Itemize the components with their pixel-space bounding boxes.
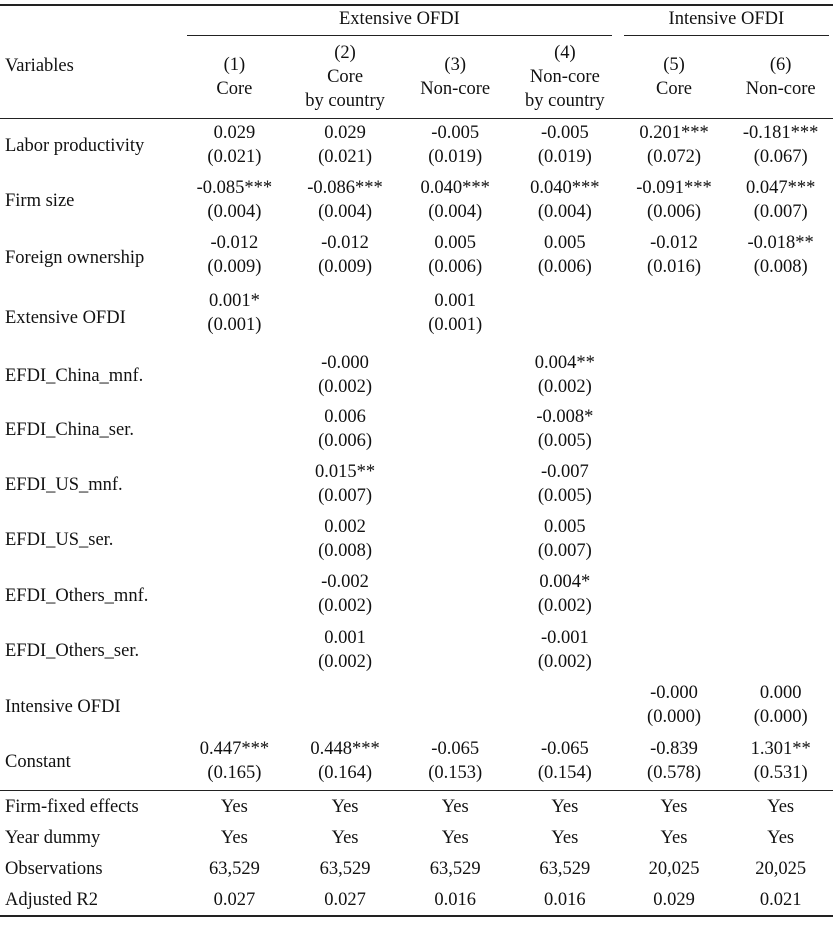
cell	[290, 624, 401, 679]
cell	[728, 735, 833, 791]
stat-value: 63,529	[429, 859, 481, 879]
coefficient: 0.005	[544, 232, 586, 253]
standard-error: (0.153)	[428, 762, 483, 783]
column-header-1	[179, 36, 290, 119]
cell	[620, 458, 729, 513]
stat-value: 0.016	[400, 885, 510, 916]
table-row	[0, 513, 833, 568]
cell	[290, 458, 401, 513]
cell	[620, 287, 729, 349]
cell	[728, 229, 833, 287]
cell	[728, 174, 833, 229]
stat-label: Adjusted R2	[0, 885, 179, 916]
coefficient: 0.040***	[530, 177, 600, 198]
standard-error: (0.002)	[537, 651, 592, 672]
cell	[728, 403, 833, 458]
cell	[728, 349, 833, 403]
cell	[179, 174, 290, 229]
stat-value: Yes	[331, 828, 359, 848]
coefficient: -0.065	[431, 738, 480, 759]
standard-error: (0.006)	[428, 256, 483, 277]
variables-header: Variables	[0, 5, 179, 119]
cell	[290, 513, 401, 568]
column-header-num: (2)	[334, 43, 356, 63]
row-label: EFDI_US_mnf.	[5, 475, 123, 495]
stat-value: Yes	[441, 828, 469, 848]
standard-error: (0.006)	[647, 201, 701, 222]
stat-value: 0.016	[510, 885, 620, 916]
cell	[620, 119, 729, 174]
standard-error: (0.005)	[537, 485, 592, 506]
standard-error: (0.164)	[318, 762, 373, 783]
coefficient: -0.181***	[742, 123, 819, 143]
cell	[179, 458, 290, 513]
cell	[400, 458, 510, 513]
stat-value: 0.027	[179, 885, 290, 916]
table-row	[0, 624, 833, 679]
cell	[400, 513, 510, 568]
cell	[620, 624, 729, 679]
cell	[510, 229, 620, 287]
cell	[510, 458, 620, 513]
table-row	[0, 229, 833, 287]
coefficient: -0.012	[650, 232, 698, 253]
coefficient: 0.447***	[199, 738, 270, 759]
standard-error: (0.009)	[318, 256, 373, 277]
cell	[290, 229, 401, 287]
coefficient: -0.091***	[636, 177, 712, 198]
coefficient: -0.065	[540, 738, 589, 759]
cell	[728, 568, 833, 624]
cell	[179, 119, 290, 174]
cell	[620, 513, 729, 568]
standard-error: (0.001)	[428, 314, 483, 335]
standard-error: (0.002)	[318, 595, 373, 616]
standard-error: (0.002)	[537, 595, 592, 616]
cell	[179, 403, 290, 458]
stat-value: 63,529	[208, 859, 260, 879]
standard-error: (0.021)	[207, 147, 262, 167]
standard-error: (0.008)	[753, 256, 808, 277]
standard-error: (0.016)	[647, 256, 701, 277]
column-header-num: (4)	[554, 43, 576, 63]
cell	[510, 679, 620, 735]
stat-value: Yes	[220, 828, 248, 848]
standard-error: (0.067)	[753, 147, 808, 167]
coefficient: -0.839	[650, 738, 698, 759]
table-row	[0, 735, 833, 791]
cell	[400, 229, 510, 287]
coefficient: -0.018**	[747, 232, 814, 253]
cell	[728, 513, 833, 568]
column-header-line2: by country	[525, 91, 605, 111]
column-header-num: (1)	[223, 55, 246, 75]
table-row	[0, 679, 833, 735]
standard-error: (0.004)	[537, 201, 592, 222]
cell	[400, 735, 510, 791]
stat-label: Firm-fixed effects	[0, 791, 179, 823]
column-header-line1: Non-core	[745, 79, 816, 99]
coefficient: 0.448***	[310, 738, 380, 759]
stat-value: Yes	[179, 791, 290, 823]
standard-error: (0.004)	[207, 201, 262, 222]
coefficient: -0.085***	[196, 177, 273, 198]
standard-error: (0.008)	[318, 540, 373, 561]
row-label: EFDI_China_mnf.	[5, 365, 144, 386]
column-header-num: (5)	[663, 55, 685, 75]
table-row	[0, 349, 833, 403]
cell	[400, 119, 510, 174]
coefficient: 0.029	[324, 123, 366, 143]
column-header-2	[290, 36, 401, 119]
cell	[179, 624, 290, 679]
stat-value: Yes	[510, 791, 620, 823]
row-label: Intensive OFDI	[5, 696, 121, 717]
cell	[728, 287, 833, 349]
cell	[179, 735, 290, 791]
cell	[290, 568, 401, 624]
cell	[400, 568, 510, 624]
stat-value: Yes	[551, 828, 579, 848]
stat-value: Yes	[767, 828, 795, 848]
cell	[400, 624, 510, 679]
standard-error: (0.001)	[207, 314, 262, 335]
coefficient: -0.008*	[536, 406, 594, 427]
regression-table	[0, 4, 833, 917]
group-header-extensive: Extensive OFDI	[187, 7, 612, 36]
column-header-num: (3)	[444, 55, 466, 75]
row-label: EFDI_US_ser.	[5, 530, 114, 550]
coefficient: 0.040***	[420, 177, 490, 198]
standard-error: (0.165)	[207, 762, 262, 783]
coefficient: -0.000	[321, 352, 369, 373]
column-header-4	[510, 36, 620, 119]
cell	[290, 349, 401, 403]
cell	[290, 119, 401, 174]
cell	[400, 174, 510, 229]
cell	[290, 735, 401, 791]
cell	[179, 229, 290, 287]
row-label: EFDI_Others_ser.	[5, 641, 140, 661]
cell	[728, 624, 833, 679]
standard-error: (0.004)	[318, 201, 373, 222]
stat-value: 63,529	[319, 859, 371, 879]
coefficient: -0.005	[540, 123, 589, 143]
standard-error: (0.002)	[537, 376, 592, 397]
stat-value: Yes	[728, 791, 833, 823]
standard-error: (0.578)	[647, 762, 701, 783]
standard-error: (0.000)	[753, 706, 808, 727]
stat-label: Year dummy	[5, 828, 101, 848]
table-row	[0, 568, 833, 624]
row-label: Foreign ownership	[5, 247, 145, 268]
standard-error: (0.002)	[318, 651, 373, 672]
table-row	[0, 174, 833, 229]
stat-row	[0, 823, 833, 854]
cell	[510, 174, 620, 229]
cell	[620, 735, 729, 791]
column-header-line2: by country	[305, 91, 385, 111]
column-header-3	[400, 36, 510, 119]
coefficient: 0.002	[324, 516, 366, 537]
row-label: Constant	[5, 752, 71, 773]
cell	[179, 349, 290, 403]
stat-value: 0.029	[620, 885, 729, 916]
coefficient: 0.005	[544, 516, 586, 537]
coefficient: 0.001	[434, 290, 477, 311]
standard-error: (0.007)	[537, 540, 592, 561]
stat-value: 20,025	[755, 859, 807, 879]
cell	[179, 287, 290, 349]
coefficient: -0.012	[210, 232, 259, 253]
cell	[400, 287, 510, 349]
cell	[290, 174, 401, 229]
coefficient: 0.001	[324, 627, 366, 648]
coefficient: 0.029	[213, 123, 256, 143]
cell	[510, 287, 620, 349]
cell	[400, 349, 510, 403]
stat-value: Yes	[620, 791, 729, 823]
coefficient: 0.000	[759, 682, 802, 703]
coefficient: -0.007	[540, 461, 589, 482]
column-header-line1: Core	[327, 67, 364, 87]
stat-value: Yes	[400, 791, 510, 823]
cell	[510, 349, 620, 403]
column-header-6	[728, 36, 833, 119]
cell	[510, 624, 620, 679]
table-row	[0, 403, 833, 458]
column-header-line1: Non-core	[420, 79, 491, 99]
row-label: EFDI_Others_mnf.	[5, 585, 149, 606]
group-header-intensive: Intensive OFDI	[624, 7, 829, 36]
coefficient: -0.002	[321, 571, 369, 592]
coefficient: -0.000	[650, 682, 698, 703]
table-row	[0, 119, 833, 174]
stat-row	[0, 854, 833, 885]
row-label: Labor productivity	[0, 119, 179, 174]
cell	[620, 679, 729, 735]
standard-error: (0.009)	[207, 256, 262, 277]
stat-value: Yes	[290, 791, 401, 823]
standard-error: (0.007)	[753, 201, 808, 222]
cell	[510, 119, 620, 174]
standard-error: (0.072)	[647, 147, 701, 167]
coefficient: 0.047***	[745, 177, 816, 198]
cell	[290, 403, 401, 458]
cell	[620, 403, 729, 458]
coefficient: 0.015**	[314, 461, 376, 482]
standard-error: (0.007)	[318, 485, 373, 506]
standard-error: (0.005)	[537, 430, 592, 451]
column-header-line1: Non-core	[529, 67, 600, 87]
coefficient: -0.005	[431, 123, 480, 143]
stat-row	[0, 885, 833, 916]
standard-error: (0.021)	[318, 147, 373, 167]
standard-error: (0.531)	[753, 762, 808, 783]
cell	[179, 513, 290, 568]
cell	[510, 735, 620, 791]
coefficient: 0.005	[434, 232, 477, 253]
table-row	[0, 287, 833, 349]
coefficient: -0.001	[540, 627, 589, 648]
stat-value: 63,529	[539, 859, 591, 879]
coefficient: 0.001*	[208, 290, 260, 311]
cell	[728, 119, 833, 174]
cell	[510, 568, 620, 624]
column-header-line1: Core	[656, 79, 692, 99]
coefficient: 0.201***	[639, 123, 709, 143]
column-header-line1: Core	[216, 79, 253, 99]
standard-error: (0.154)	[537, 762, 592, 783]
cell	[620, 229, 729, 287]
stat-value: Yes	[660, 828, 688, 848]
column-header-num: (6)	[769, 55, 792, 75]
standard-error: (0.019)	[428, 147, 483, 167]
standard-error: (0.000)	[647, 706, 701, 727]
standard-error: (0.006)	[318, 430, 373, 451]
stat-value: 0.027	[290, 885, 401, 916]
row-label: Firm size	[5, 191, 75, 211]
cell	[400, 679, 510, 735]
cell	[728, 458, 833, 513]
cell	[290, 679, 401, 735]
cell	[620, 568, 729, 624]
row-label: EFDI_China_ser.	[5, 420, 134, 440]
coefficient: -0.086***	[307, 177, 383, 198]
stat-value: 0.021	[728, 885, 833, 916]
coefficient: -0.012	[321, 232, 369, 253]
cell	[620, 349, 729, 403]
coefficient: 0.004*	[539, 571, 591, 592]
row-label: Extensive OFDI	[5, 307, 126, 328]
coefficient: 1.301**	[750, 738, 811, 759]
standard-error: (0.006)	[537, 256, 592, 277]
cell	[179, 679, 290, 735]
cell	[510, 513, 620, 568]
standard-error: (0.002)	[318, 376, 373, 397]
cell	[510, 403, 620, 458]
coefficient: 0.004**	[534, 352, 595, 373]
cell	[728, 679, 833, 735]
stat-label: Observations	[5, 859, 103, 879]
cell	[400, 403, 510, 458]
cell	[179, 568, 290, 624]
stat-value: 20,025	[648, 859, 700, 879]
stat-row	[0, 791, 833, 823]
table-row	[0, 458, 833, 513]
standard-error: (0.004)	[428, 201, 483, 222]
group-header-row	[0, 5, 833, 36]
coefficient: 0.006	[324, 406, 366, 427]
cell	[290, 287, 401, 349]
standard-error: (0.019)	[537, 147, 592, 167]
cell	[620, 174, 729, 229]
column-header-5	[620, 36, 729, 119]
